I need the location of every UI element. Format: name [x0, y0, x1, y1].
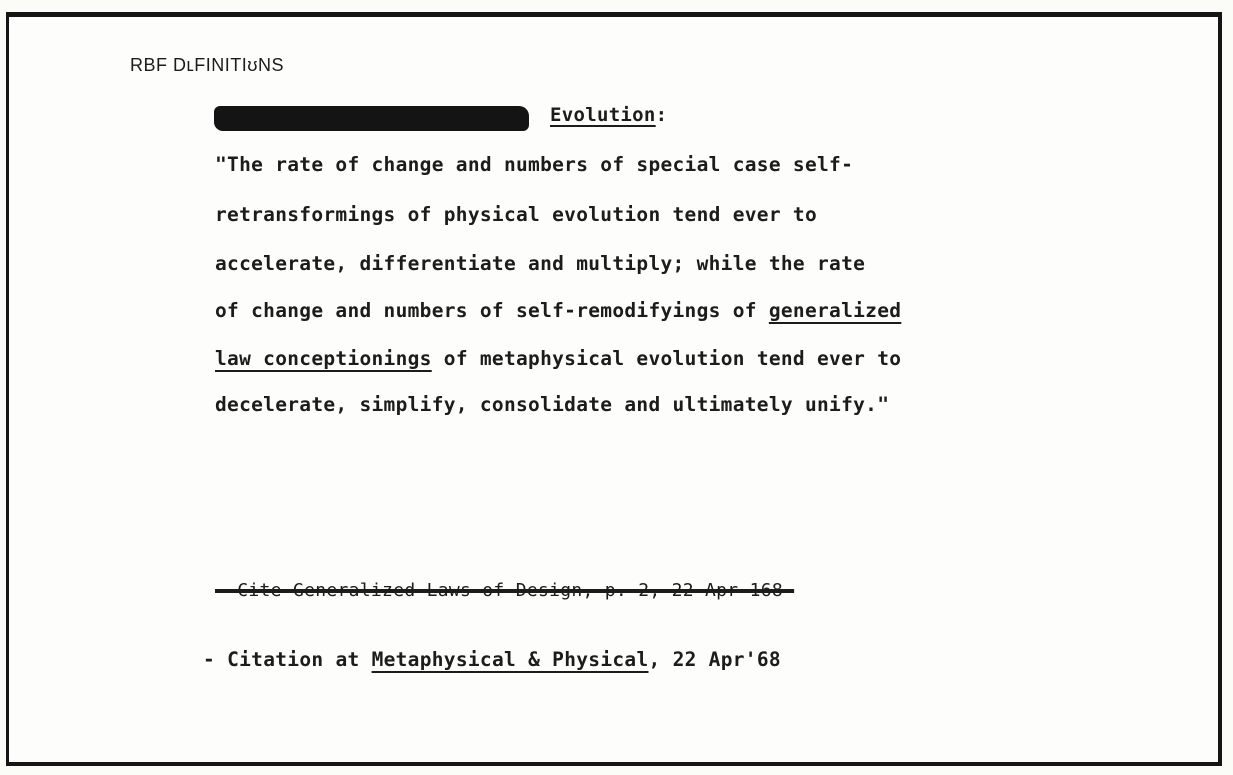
quote-line-4	[215, 299, 901, 322]
struck-citation: - Cite Generalized Laws of Design, p. 2, 22 Apr 168-	[215, 580, 795, 601]
quote-line-6: decelerate, simplify, consolidate and ultimately unify."	[215, 393, 890, 416]
term-title	[550, 104, 667, 126]
underlined-law-conceptionings: law conceptionings	[215, 347, 432, 370]
underlined-generalized: generalized	[768, 299, 902, 322]
quote-line-5	[215, 347, 901, 370]
page-heading: RBF DʟFINITIʊNS	[130, 55, 284, 75]
quote-line-2: retransformings of physical evolution tend ever to	[215, 203, 817, 226]
term-label: Evolution	[550, 104, 656, 126]
redaction-bar	[214, 106, 529, 131]
citation-line	[203, 648, 781, 671]
quote-line-4-text: of change and numbers of self-remodifyings of	[215, 299, 769, 322]
quote-line-5-text: of metaphysical evolution tend ever to	[431, 347, 902, 370]
citation-source: Metaphysical & Physical	[371, 648, 649, 671]
quote-line-1: "The rate of change and numbers of special case self-	[215, 153, 854, 176]
citation-date: , 22 Apr'68	[648, 648, 781, 671]
term-colon: :	[655, 104, 668, 126]
citation-prefix: - Citation at	[203, 648, 372, 671]
quote-line-3: accelerate, differentiate and multiply; while the rate	[215, 252, 866, 275]
